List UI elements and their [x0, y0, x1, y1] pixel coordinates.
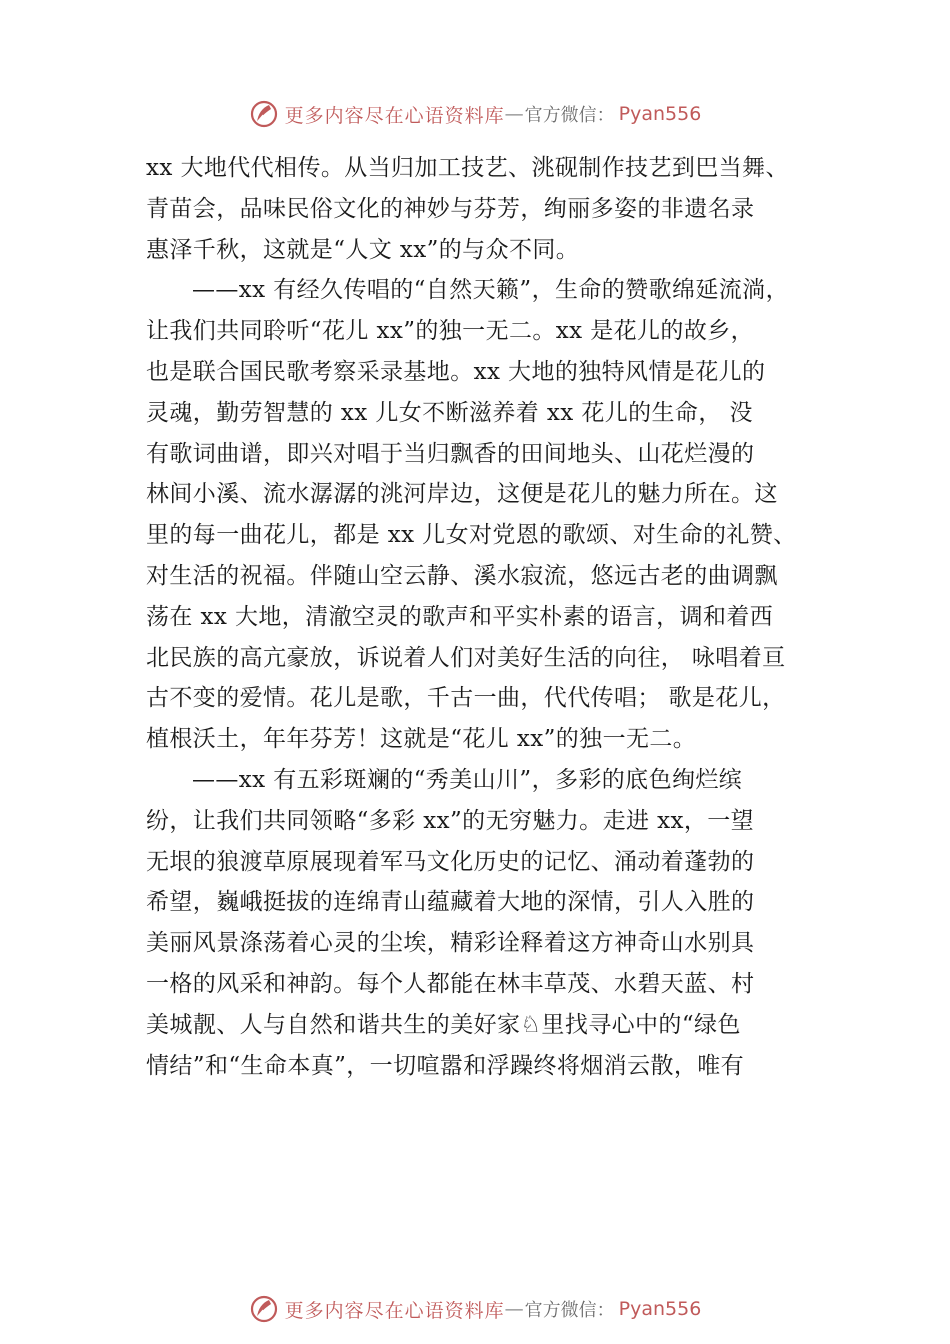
text-line: 希望，巍峨挺拔的连绵青山蕴藏着大地的深情，引人入胜的 [146, 889, 755, 916]
text-line: 古不变的爱情。花儿是歌，千古一曲，代代传唱； 歌是花儿， [146, 685, 786, 712]
text-line: ——xx 有五彩斑斓的“秀美山川”，多彩的底色绚烂缤 [192, 766, 743, 793]
watermark-text: 更多内容尽在心语资料库 [284, 104, 505, 127]
text-line: 纷，让我们共同领略“多彩 xx”的无穷魅力。走进 xx，一望 [146, 807, 755, 834]
text-line: 荡在 xx 大地，清澈空灵的歌声和平实朴素的语言，调和着西 [146, 603, 774, 630]
text-line: 美丽风景涤荡着心灵的尘埃，精彩诠释着这方神奇山水别具 [146, 930, 755, 957]
text-line: 植根沃土，年年芬芳！这就是“花儿 xx”的独一无二。 [146, 726, 697, 753]
text-line: 情结”和“生命本真”，一切喧嚣和浮躁终将烟消云散，唯有 [146, 1052, 745, 1079]
text-line: 有歌词曲谱，即兴对唱于当归飘香的田间地头、山花烂漫的 [146, 440, 755, 467]
feather-pen-circle-icon [249, 1294, 279, 1324]
document-body [146, 148, 846, 1086]
text-line: 北民族的高亢豪放，诉说着人们对美好生活的向往， 咏唱着亘 [146, 644, 786, 671]
text-line: 惠泽千秋，这就是“人文 xx”的与众不同。 [146, 236, 580, 263]
watermark-id: Pyan556 [618, 1298, 702, 1320]
text-line: ——xx 有经久传唱的“自然天籁”，生命的赞歌绵延流淌， [192, 277, 789, 304]
text-line: 灵魂，勤劳智慧的 xx 儿女不断滋养着 xx 花儿的生命， 没 [146, 399, 753, 426]
text-line: 对生活的祝福。伴随山空云静、溪水寂流，悠远古老的曲调飘 [146, 562, 778, 589]
text-line: 一格的风采和神韵。每个人都能在林丰草茂、水碧天蓝、村 [146, 970, 755, 997]
watermark-dash: — [504, 1298, 525, 1320]
watermark-dash: — [504, 103, 525, 125]
text-line: 也是联合国民歌考察采录基地。xx 大地的独特风情是花儿的 [146, 358, 766, 385]
text-line: 林间小溪、流水潺潺的洮河岸边，这便是花儿的魅力所在。这 [146, 481, 778, 508]
text-line: 青苗会，品味民俗文化的神妙与芬芳，绚丽多姿的非遗名录 [146, 195, 755, 222]
watermark-label: 官方微信： [524, 1300, 615, 1321]
text-line: 美城靓、人与自然和谐共生的美好家♘里找寻心中的“绿色 [146, 1011, 741, 1038]
watermark-id: Pyan556 [618, 103, 702, 125]
feather-pen-circle-icon [249, 99, 279, 129]
text-line: xx 大地代代相传。从当归加工技艺、洮砚制作技艺到巴当舞、 [146, 155, 789, 181]
text-line: 里的每一曲花儿，都是 xx 儿女对党恩的歌颂、对生命的礼赞、 [146, 522, 797, 549]
text-line: 无垠的狼渡草原展现着军马文化历史的记忆、涌动着蓬勃的 [146, 848, 755, 875]
footer-watermark [0, 1291, 950, 1327]
text-line: 让我们共同聆听“花儿 xx”的独一无二。xx 是花儿的故乡， [146, 318, 755, 345]
watermark-text: 更多内容尽在心语资料库 [284, 1299, 505, 1322]
watermark-label: 官方微信： [524, 105, 615, 126]
header-watermark [0, 96, 950, 132]
